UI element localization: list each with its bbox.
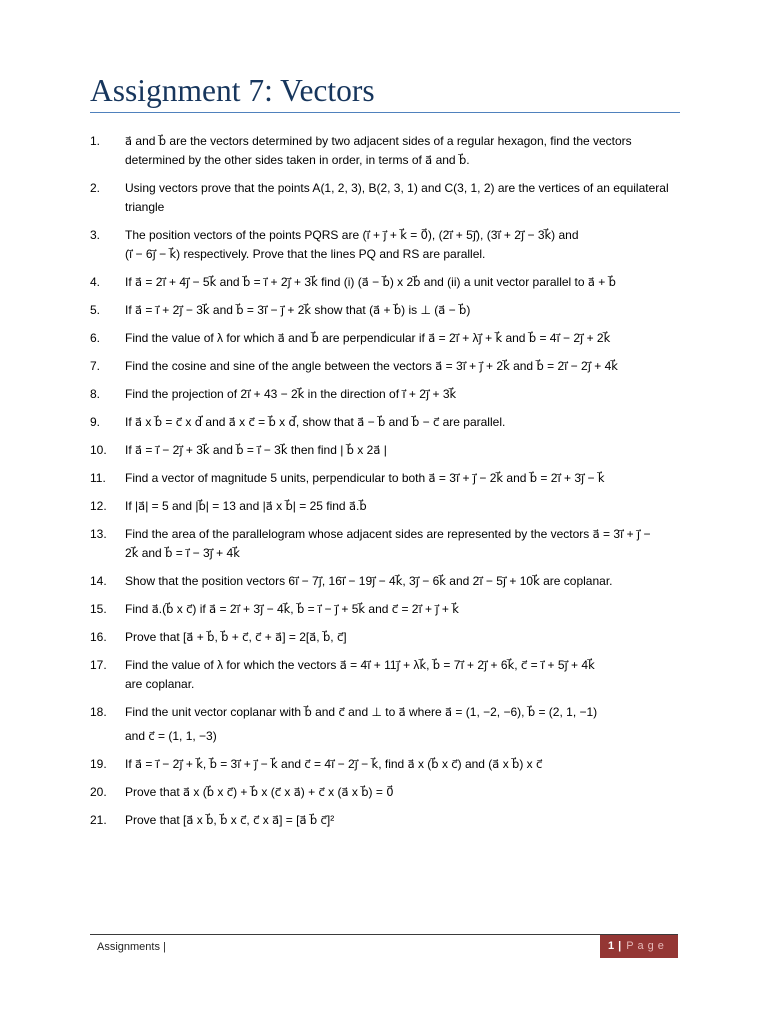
vector-symbol: c⃗	[536, 757, 543, 771]
vector-symbol: k⃗	[304, 303, 312, 317]
problem-text	[125, 273, 730, 292]
problem-line: Find a⃗.(b⃗ x c⃗) if a⃗ = 2i⃗ + 3j⃗ − 4k⃗, b⃗ = i⃗ − j⃗ + 5k⃗ and c⃗ = 2i⃗ + j⃗ + k⃗	[125, 602, 459, 616]
vector-symbol: a⃗	[492, 757, 500, 771]
vector-symbol: i⃗	[155, 757, 159, 771]
vector-symbol: a⃗	[275, 630, 283, 644]
vector-symbol: c⃗	[338, 705, 345, 719]
vector-symbol: j⃗	[636, 527, 641, 541]
vector-symbol: b⃗	[209, 757, 217, 771]
vector-symbol: i⃗	[367, 658, 371, 672]
problem-item	[90, 469, 730, 488]
problem-line: Find a vector of magnitude 5 units, perpendicular to both a⃗ = 3i⃗ + j⃗ − 2k⃗ and b⃗ = 2i⃗ + 3j⃗ − k⃗	[125, 471, 605, 485]
vector-symbol: k⃗	[271, 757, 278, 771]
vector-symbol: b⃗	[236, 443, 244, 457]
problem-line: Show that the position vectors 6i⃗ − 7j⃗, 16i⃗ − 19j⃗ − 4k⃗, 3j⃗ − 6k⃗ and 2i⃗ − 5j⃗ + 10k⃗ are coplanar.	[125, 574, 613, 588]
vector-symbol: j⃗	[484, 658, 488, 672]
vector-symbol: a⃗	[228, 415, 236, 429]
vector-symbol: j⃗	[396, 658, 400, 672]
problem-item	[90, 600, 730, 619]
vector-symbol: a⃗	[138, 499, 146, 513]
vector-symbol: i⃗	[620, 527, 624, 541]
vector-symbol: a⃗	[428, 331, 436, 345]
vector-symbol: j⃗	[580, 331, 584, 345]
problem-item	[90, 301, 730, 320]
problem-text	[125, 301, 730, 320]
vector-symbol: b⃗	[207, 630, 215, 644]
vector-symbol: b⃗	[285, 499, 293, 513]
vector-symbol: b⃗	[236, 303, 244, 317]
vector-symbol: b⃗	[268, 415, 276, 429]
vector-symbol: c⃗	[248, 415, 255, 429]
problem-list	[90, 132, 730, 839]
vector-symbol: i⃗	[366, 228, 370, 242]
vector-symbol: a⃗	[339, 658, 347, 672]
vector-symbol: 0⃗	[386, 785, 394, 799]
vector-symbol: b⃗	[346, 443, 354, 457]
vector-symbol: k⃗	[233, 546, 240, 560]
vector-symbol: i⃗	[455, 471, 460, 485]
vector-symbol: j⃗	[478, 331, 482, 345]
vector-symbol: j⃗	[318, 574, 322, 588]
vector-symbol: c⃗	[336, 630, 344, 644]
vector-symbol: j⃗	[209, 546, 213, 560]
vector-symbol: a⃗	[151, 602, 159, 616]
vector-symbol: k⃗	[311, 275, 318, 289]
vector-symbol: c⃗	[320, 813, 327, 827]
vector-symbol: c⃗	[451, 757, 458, 771]
vector-symbol: b⃗	[206, 813, 214, 827]
vector-symbol: j⃗	[520, 228, 525, 242]
vector-symbol: a⃗	[373, 303, 381, 317]
vector-symbol: b⃗	[393, 303, 402, 317]
vector-symbol: b⃗	[529, 471, 538, 485]
vector-symbol: j⃗	[564, 658, 568, 672]
problem-text	[125, 413, 730, 432]
problem-number: 11.	[90, 471, 106, 485]
problem-line: If |a⃗| = 5 and |b⃗| = 13 and |a⃗ x b⃗| = 25 find a⃗.b⃗	[125, 499, 367, 513]
vector-symbol: k⃗	[131, 546, 139, 560]
vector-symbol: i⃗	[479, 574, 483, 588]
vector-symbol: i⃗	[462, 359, 466, 373]
vector-symbol: j⃗	[179, 757, 183, 771]
problem-line: Prove that a⃗ x (b⃗ x c⃗) + b⃗ x (c⃗ x a⃗) + c⃗ x (a⃗ x b⃗) = 0⃗	[125, 785, 394, 799]
problem-line: Find the cosine and sine of the angle between the vectors a⃗ = 3i⃗ + j⃗ + 2k⃗ and b⃗ = 2i⃗ − 2j⃗ + 4k⃗	[125, 359, 618, 373]
problem-number: 19.	[90, 757, 107, 771]
vector-symbol: i⃗	[418, 602, 422, 616]
vector-symbol: b⃗	[165, 546, 173, 560]
problem-number: 17.	[90, 658, 107, 672]
vector-symbol: a⃗	[186, 630, 194, 644]
problem-line: If a⃗ = i⃗ − 2j⃗ + 3k⃗ and b⃗ = i⃗ − 3k⃗ then find | b⃗ x 2a⃗ |	[125, 443, 387, 457]
vector-symbol: i⃗	[341, 574, 346, 588]
problem-text	[125, 703, 730, 746]
vector-symbol: b⃗	[431, 757, 439, 771]
problem-text	[125, 469, 730, 488]
vector-symbol: a⃗	[135, 443, 143, 457]
problem-line: and c⃗ = (1, 1, −3)	[125, 729, 217, 743]
vector-symbol: j⃗	[581, 471, 585, 485]
vector-symbol: b⃗	[242, 275, 251, 289]
problem-line: Using vectors prove that the points A(1, 2, 3), B(2, 3, 1) and C(3, 1, 2) are the vertices of an equilateral	[125, 181, 669, 195]
footer-left-text: Assignments |	[97, 941, 166, 953]
vector-symbol: a⃗	[592, 527, 600, 541]
problem-item	[90, 357, 730, 376]
vector-symbol: i⃗	[129, 247, 133, 261]
problem-item	[90, 329, 730, 348]
problem-text	[125, 357, 730, 376]
vector-symbol: k⃗	[611, 359, 618, 373]
vector-symbol: i⃗	[540, 658, 545, 672]
vector-symbol: a⃗	[135, 757, 143, 771]
problem-item	[90, 273, 730, 292]
vector-symbol: b⃗	[411, 415, 420, 429]
problem-text	[125, 600, 730, 619]
vector-symbol: a⃗	[299, 813, 307, 827]
vector-symbol: k⃗	[202, 443, 210, 457]
problem-number: 20.	[90, 785, 107, 799]
problem-number: 16.	[90, 630, 107, 644]
problem-line: If a⃗ = i⃗ − 2j⃗ + k⃗, b⃗ = 3i⃗ + j⃗ − k⃗ and c⃗ = 4i⃗ − 2j⃗ − k⃗, find a⃗ x (b⃗ x c⃗) and (a⃗ x b⃗) x c⃗	[125, 757, 543, 771]
vector-symbol: j⃗	[415, 574, 419, 588]
vector-symbol: a⃗	[407, 757, 415, 771]
vector-symbol: b⃗	[206, 785, 215, 799]
problem-text	[125, 132, 730, 170]
vector-symbol: b⃗	[166, 602, 174, 616]
problem-item	[90, 628, 730, 647]
page-number-box	[600, 935, 678, 958]
vector-symbol: b⃗	[359, 499, 367, 513]
problem-number: 21.	[90, 813, 107, 827]
page-number: 1	[608, 940, 615, 952]
vector-symbol: a⃗	[135, 415, 143, 429]
problem-number: 12.	[90, 499, 107, 513]
vector-symbol: b⃗	[309, 813, 318, 827]
page-separator: |	[618, 940, 622, 952]
problem-line: Prove that [a⃗ x b⃗, b⃗ x c⃗, c⃗ x a⃗] = [a⃗ b⃗ c⃗]²	[125, 813, 335, 827]
vector-symbol: a⃗	[272, 813, 280, 827]
vector-symbol: a⃗	[435, 359, 443, 373]
vector-symbol: a⃗	[209, 602, 217, 616]
vector-symbol: c⃗	[304, 757, 311, 771]
vector-symbol: b⃗	[220, 813, 228, 827]
vector-symbol: k⃗	[507, 658, 515, 672]
problem-number: 4.	[90, 275, 101, 289]
vector-symbol: k⃗	[280, 443, 288, 457]
vector-symbol: i⃗	[317, 602, 322, 616]
vector-symbol: k⃗	[371, 757, 379, 771]
vector-symbol: i⃗	[162, 275, 166, 289]
vector-symbol: k⃗	[603, 331, 611, 345]
vector-symbol: a⃗	[398, 705, 406, 719]
problem-item	[90, 226, 730, 264]
vector-symbol: b⃗	[311, 331, 319, 345]
vector-symbol: b⃗	[296, 602, 305, 616]
vector-symbol: a⃗	[445, 705, 453, 719]
problem-item	[90, 413, 730, 432]
vector-symbol: b⃗	[154, 415, 163, 429]
vector-symbol: a⃗	[183, 785, 191, 799]
vector-symbol: c⃗	[391, 602, 399, 616]
vector-symbol: k⃗	[496, 471, 504, 485]
vector-symbol: c⃗	[148, 729, 155, 743]
problem-item	[90, 497, 730, 516]
problem-line: Find the value of λ for which the vectors a⃗ = 4i⃗ + 11j⃗ + λk⃗, b⃗ = 7i⃗ + 2j⃗ + 6k⃗, c⃗ = i⃗ + 5j⃗ + 4k⃗	[125, 658, 595, 672]
problem-text	[125, 572, 730, 591]
vector-symbol: i⃗	[263, 303, 268, 317]
vector-symbol: k⃗	[202, 303, 210, 317]
vector-symbol: b⃗	[458, 153, 467, 167]
vector-symbol: k⃗	[169, 247, 177, 261]
vector-symbol: i⃗	[247, 387, 251, 401]
problem-text	[125, 497, 730, 516]
vector-symbol: j⃗	[502, 574, 507, 588]
vector-symbol: j⃗	[472, 228, 477, 242]
problem-number: 18.	[90, 705, 107, 719]
vector-symbol: k⃗	[196, 757, 203, 771]
vector-symbol: i⃗	[460, 658, 464, 672]
problem-line: Prove that [a⃗ + b⃗, b⃗ + c⃗, c⃗ + a⃗] = 2[a⃗, b⃗, c⃗]	[125, 630, 347, 644]
problem-item	[90, 755, 730, 774]
vector-symbol: d⃗	[288, 415, 296, 429]
problem-line: 2k⃗ and b⃗ = i⃗ − 3j⃗ + 4k⃗	[125, 546, 240, 560]
vector-symbol: c⃗	[520, 658, 528, 672]
vector-symbol: b⃗	[512, 757, 520, 771]
problem-item	[90, 703, 730, 746]
problem-number: 10.	[90, 443, 107, 457]
page-title: Assignment 7: Vectors	[90, 70, 680, 113]
vector-symbol: b⃗	[536, 359, 544, 373]
problem-text	[125, 811, 730, 830]
vector-symbol: d⃗	[194, 415, 203, 429]
vector-symbol: b⃗	[322, 630, 331, 644]
problem-line: Find the area of the parallelogram whose adjacent sides are represented by the vectors a⃗ = 3i⃗ + j⃗ −	[125, 527, 651, 541]
vector-symbol: j⃗	[472, 471, 477, 485]
vector-symbol: a⃗	[265, 499, 273, 513]
problem-number: 8.	[90, 387, 101, 401]
problem-item	[90, 132, 730, 170]
problem-number: 15.	[90, 602, 107, 616]
vector-symbol: i⃗	[186, 546, 190, 560]
vector-symbol: a⃗	[587, 275, 595, 289]
vector-symbol: j⃗	[334, 602, 339, 616]
vector-symbol: j⃗	[383, 228, 387, 242]
vector-symbol: k⃗	[297, 387, 305, 401]
problem-item	[90, 385, 730, 404]
vector-symbol: k⃗	[358, 602, 366, 616]
vector-symbol: i⃗	[295, 574, 299, 588]
vector-symbol: a⃗	[293, 785, 301, 799]
vector-symbol: i⃗	[564, 359, 568, 373]
problem-line: a⃗ and b⃗ are the vectors determined by two adjacent sides of a regular hexagon, find the vectors	[125, 134, 632, 148]
vector-symbol: i⃗	[557, 471, 561, 485]
problem-text	[125, 656, 730, 694]
vector-symbol: i⃗	[237, 757, 241, 771]
vector-symbol: a⃗	[361, 275, 369, 289]
vector-symbol: c⃗	[274, 785, 282, 799]
vector-symbol: c⃗	[255, 630, 262, 644]
vector-symbol: a⃗	[373, 443, 381, 457]
vector-symbol: c⃗	[186, 602, 193, 616]
problem-number: 13.	[90, 527, 107, 541]
problem-text	[125, 755, 730, 774]
vector-symbol: i⃗	[257, 443, 261, 457]
problem-line: triangle	[125, 200, 165, 214]
problem-line: Find the unit vector coplanar with b⃗ and c⃗ and ⊥ to a⃗ where a⃗ = (1, −2, −6), b⃗ = (2, 1, −1)	[125, 705, 598, 719]
vector-symbol: i⃗	[449, 228, 453, 242]
vector-symbol: b⃗	[413, 275, 421, 289]
vector-symbol: i⃗	[455, 331, 459, 345]
problem-line: (i⃗ − 6j⃗ − k⃗) respectively. Prove that the lines PQ and RS are parallel.	[125, 247, 486, 261]
vector-symbol: k⃗	[283, 602, 291, 616]
vector-symbol: k⃗	[503, 359, 510, 373]
vector-symbol: a⃗	[125, 134, 133, 148]
vector-symbol: k⃗	[449, 387, 457, 401]
problem-number: 14.	[90, 574, 107, 588]
vector-symbol: j⃗	[254, 757, 258, 771]
problem-number: 1.	[90, 134, 101, 148]
vector-symbol: i⃗	[155, 303, 159, 317]
vector-symbol: c⃗	[226, 785, 234, 799]
vector-symbol: b⃗	[528, 331, 537, 345]
problem-item	[90, 441, 730, 460]
vector-symbol: b⃗	[361, 785, 369, 799]
problem-text	[125, 226, 730, 264]
vector-symbol: b⃗	[221, 630, 229, 644]
vector-symbol: k⃗	[419, 658, 427, 672]
vector-symbol: k⃗	[495, 331, 503, 345]
vector-symbol: b⃗	[527, 705, 536, 719]
problem-text	[125, 783, 730, 802]
vector-symbol: i⃗	[402, 387, 406, 401]
vector-symbol: a⃗	[357, 415, 365, 429]
problem-number: 5.	[90, 303, 101, 317]
vector-symbol: c⃗	[432, 415, 440, 429]
vector-symbol: a⃗	[135, 303, 143, 317]
page-label: Page	[626, 940, 668, 952]
vector-symbol: b⃗	[250, 785, 259, 799]
vector-symbol: i⃗	[331, 757, 335, 771]
vector-symbol: b⃗	[304, 705, 312, 719]
problem-line: If a⃗ = i⃗ + 2j⃗ − 3k⃗ and b⃗ = 3i⃗ − j⃗ + 2k⃗ show that (a⃗ + b⃗) is ⊥ (a⃗ − b⃗)	[125, 303, 471, 317]
vector-symbol: a⃗	[348, 499, 356, 513]
problem-text	[125, 525, 730, 563]
problem-item	[90, 572, 730, 591]
vector-symbol: j⃗	[479, 359, 483, 373]
vector-symbol: i⃗	[556, 331, 560, 345]
problem-item	[90, 783, 730, 802]
vector-symbol: b⃗	[377, 415, 386, 429]
problem-item	[90, 179, 730, 217]
problem-line: Find the projection of 2i⃗ + 43 − 2k⃗ in the direction of i⃗ + 2j⃗ + 3k⃗	[125, 387, 457, 401]
problem-line: are coplanar.	[125, 677, 195, 691]
problem-text	[125, 441, 730, 460]
vector-symbol: j⃗	[186, 275, 190, 289]
vector-symbol: j⃗	[152, 247, 156, 261]
vector-symbol: k⃗	[452, 602, 459, 616]
vector-symbol: k⃗	[209, 275, 217, 289]
vector-symbol: j⃗	[372, 574, 376, 588]
vector-symbol: j⃗	[435, 602, 439, 616]
vector-symbol: j⃗	[260, 602, 264, 616]
footer-divider	[90, 934, 678, 935]
vector-symbol: k⃗	[395, 574, 403, 588]
problem-text	[125, 628, 730, 647]
vector-symbol: b⃗	[432, 658, 441, 672]
vector-symbol: b⃗	[608, 275, 616, 289]
vector-symbol: j⃗	[425, 387, 430, 401]
vector-symbol: i⃗	[497, 228, 501, 242]
vector-symbol: i⃗	[236, 602, 240, 616]
vector-symbol: k⃗	[588, 658, 595, 672]
vector-symbol: a⃗	[277, 331, 285, 345]
vector-symbol: j⃗	[587, 359, 591, 373]
vector-symbol: b⃗	[382, 275, 390, 289]
problem-number: 6.	[90, 331, 101, 345]
vector-symbol: b⃗	[459, 303, 467, 317]
problem-text	[125, 179, 730, 217]
vector-symbol: 0⃗	[420, 228, 428, 242]
problem-line: Find the value of λ for which a⃗ and b⃗ are perpendicular if a⃗ = 2i⃗ + λj⃗ + k⃗ and b⃗ = 4i⃗ − 2j⃗ + 2k⃗	[125, 331, 611, 345]
vector-symbol: j⃗	[287, 275, 291, 289]
problem-item	[90, 811, 730, 830]
vector-symbol: k⃗	[439, 574, 446, 588]
vector-symbol: a⃗	[309, 630, 317, 644]
problem-number: 7.	[90, 359, 101, 373]
vector-symbol: c⃗	[240, 813, 247, 827]
vector-symbol: j⃗	[179, 443, 183, 457]
vector-symbol: a⃗	[438, 303, 446, 317]
problem-text	[125, 329, 730, 348]
vector-symbol: i⃗	[263, 275, 268, 289]
vector-symbol: j⃗	[179, 303, 183, 317]
vector-symbol: j⃗	[280, 303, 285, 317]
vector-symbol: k⃗	[597, 471, 605, 485]
problem-number: 2.	[90, 181, 101, 195]
vector-symbol: c⃗	[242, 630, 249, 644]
vector-symbol: a⃗	[425, 153, 433, 167]
vector-symbol: a⃗	[135, 275, 143, 289]
problem-number: 9.	[90, 415, 101, 429]
vector-symbol: k⃗	[533, 574, 540, 588]
problem-text	[125, 385, 730, 404]
vector-symbol: b⃗	[198, 499, 206, 513]
problem-item	[90, 656, 730, 694]
vector-symbol: a⃗	[186, 813, 194, 827]
problem-line: If a⃗ = 2i⃗ + 4j⃗ − 5k⃗ and b⃗ = i⃗ + 2j⃗ + 3k⃗ find (i) (a⃗ − b⃗) x 2b⃗ and (ii) a unit vector parallel to a⃗ + b⃗	[125, 275, 616, 289]
vector-symbol: j⃗	[354, 757, 358, 771]
vector-symbol: a⃗	[341, 785, 349, 799]
problem-item	[90, 525, 730, 563]
vector-symbol: k⃗	[544, 228, 552, 242]
problem-line: The position vectors of the points PQRS are (i⃗ + j⃗ + k⃗ = 0⃗), (2i⃗ + 5j⃗), (3i⃗ + 2j⃗ − 3k⃗) and	[125, 228, 579, 242]
vector-symbol: a⃗	[428, 471, 436, 485]
vector-symbol: k⃗	[400, 228, 407, 242]
vector-symbol: b⃗	[158, 134, 167, 148]
vector-symbol: c⃗	[318, 785, 325, 799]
problem-line: If a⃗ x b⃗ = c⃗ x d⃗ and a⃗ x c⃗ = b⃗ x d⃗, show that a⃗ − b⃗ and b⃗ − c⃗ are parallel.	[125, 415, 506, 429]
vector-symbol: c⃗	[253, 813, 260, 827]
vector-symbol: i⃗	[155, 443, 159, 457]
vector-symbol: c⃗	[175, 415, 183, 429]
problem-line: determined by the other sides taken in order, in terms of a⃗ and b⃗.	[125, 153, 470, 167]
problem-number: 3.	[90, 228, 101, 242]
